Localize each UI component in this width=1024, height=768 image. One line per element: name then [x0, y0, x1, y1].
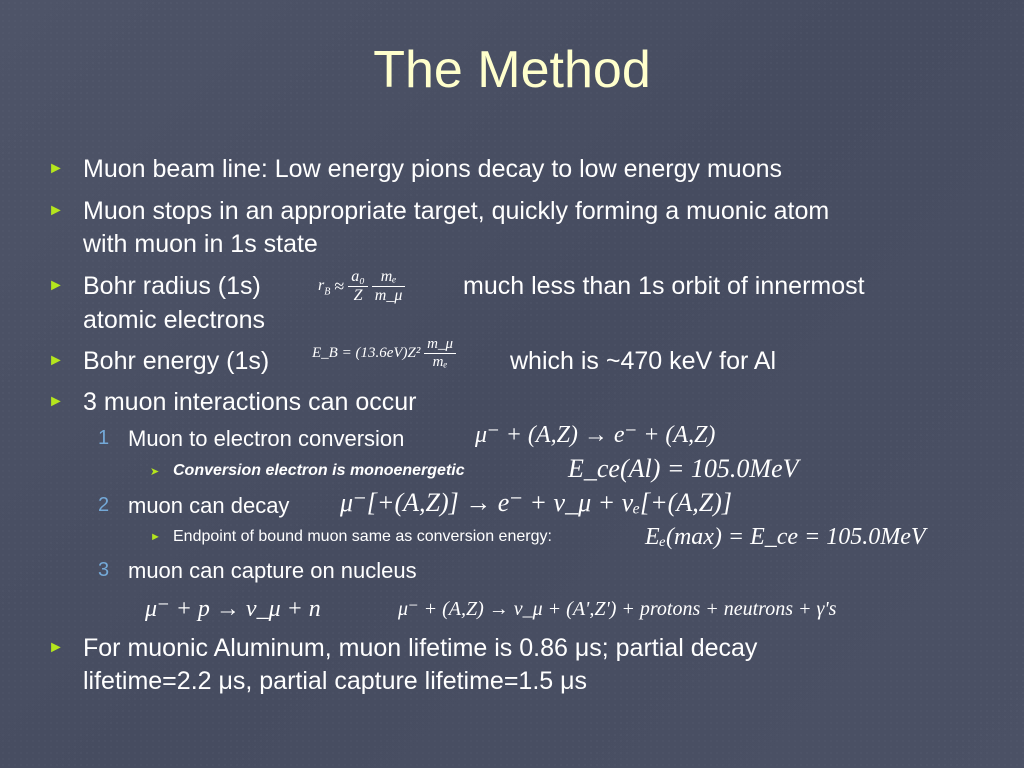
- bullet-bohr-radius-label: Bohr radius (1s): [83, 272, 261, 300]
- bullet-lifetime-line2: lifetime=2.2 μs, partial capture lifetime=1.5 μs: [83, 667, 588, 695]
- bullet-arrow-icon: ►: [48, 202, 64, 219]
- equation-endpoint: Eₑ(max) = E_ce = 105.0MeV: [645, 524, 926, 550]
- bullet-bohr-radius-line2: atomic electrons: [83, 306, 266, 334]
- equation-decay: μ⁻[+(A,Z)] → e⁻ + ν_μ + νₑ[+(A,Z)]: [340, 488, 732, 517]
- bullet-bohr-radius-after: much less than 1s orbit of innermost: [463, 272, 865, 300]
- slide-title: The Method: [373, 41, 651, 99]
- sub-capture: muon can capture on nucleus: [128, 558, 417, 583]
- bullet-arrow-icon: ►: [48, 639, 64, 656]
- bullet-arrow-icon: ►: [48, 352, 64, 369]
- sub-number-3: 3: [98, 559, 110, 581]
- sub-bullet-arrow-icon: ➤: [150, 466, 160, 478]
- sub-conversion: Muon to electron conversion: [128, 426, 405, 451]
- bullet-three-interactions: 3 muon interactions can occur: [83, 388, 417, 416]
- sub-number-2: 2: [98, 494, 110, 516]
- sub-bullet-arrow-icon: ►: [150, 531, 161, 543]
- bullet-muon-stops-line1: Muon stops in an appropriate target, quickly forming a muonic atom: [83, 197, 830, 225]
- bullet-bohr-energy-after: which is ~470 keV for Al: [510, 347, 777, 375]
- equation-capture-proton: μ⁻ + p → ν_μ + n: [145, 596, 321, 622]
- sub-monoenergetic: Conversion electron is monoenergetic: [173, 462, 465, 479]
- equation-energy-ce: E_ce(Al) = 105.0MeV: [568, 454, 799, 483]
- bullet-beam-line: Muon beam line: Low energy pions decay to low energy muons: [83, 155, 783, 183]
- sub-decay: muon can decay: [128, 493, 290, 518]
- bullet-arrow-icon: ►: [48, 277, 64, 294]
- bullet-bohr-energy-label: Bohr energy (1s): [83, 347, 270, 375]
- equation-conversion: μ⁻ + (A,Z) → e⁻ + (A,Z): [475, 422, 716, 448]
- bullet-lifetime-line1: For muonic Aluminum, muon lifetime is 0.86 μs; partial decay: [83, 634, 758, 662]
- bullet-arrow-icon: ►: [48, 393, 64, 410]
- equation-bohr-energy: E_B = (13.6eV)Z² $\frac{m\_\mu}{\text{mₑ}}$: [312, 336, 456, 371]
- bullet-muon-stops-line2: with muon in 1s state: [83, 230, 318, 258]
- sub-endpoint: Endpoint of bound muon same as conversion energy:: [173, 528, 552, 545]
- sub-number-1: 1: [98, 427, 110, 449]
- bullet-arrow-icon: ►: [48, 160, 64, 177]
- equation-capture-nucleus: μ⁻ + (A,Z) → ν_μ + (A',Z') + protons + neutrons + γ's: [398, 598, 837, 620]
- equation-bohr-radius: $r_B$ ≈ $\frac{\text{a₀}}{Z}$ $\frac{\text{mₑ}}{m\_\mu}$: [318, 268, 405, 305]
